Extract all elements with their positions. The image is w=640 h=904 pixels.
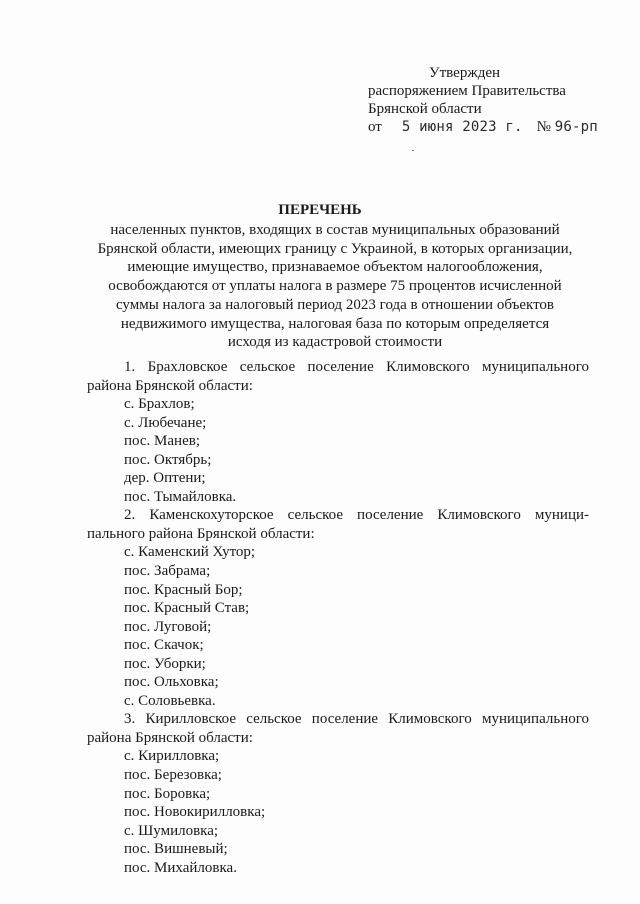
list-item: пос. Красный Бор;	[124, 581, 243, 598]
approval-block	[368, 64, 630, 136]
list-item: пос. Боровка;	[124, 785, 211, 802]
approval-number-label: №	[536, 119, 551, 135]
document-subtitle	[60, 221, 610, 352]
settlement-list	[87, 358, 589, 877]
section-heading-cont: пального района Брянской области:	[87, 525, 315, 542]
scan-speck	[412, 150, 414, 151]
list-item: с. Каменский Хутор;	[124, 544, 256, 561]
list-item: пос. Ольховка;	[124, 674, 219, 691]
subtitle-line: Брянской области, имеющих границу с Украиной, в которых организации,	[97, 240, 573, 257]
subtitle-line: имеющие имущество, признаваемое объектом налогообложения,	[127, 259, 543, 276]
list-item: пос. Березовка;	[124, 767, 222, 784]
section-heading-cont: района Брянской области:	[87, 377, 253, 394]
list-item: с. Брахлов;	[124, 396, 195, 413]
subtitle-line: исходя из кадастровой стоимости	[227, 334, 443, 351]
approval-date: 5 июня 2023 г.	[401, 119, 523, 135]
list-item: пос. Забрама;	[124, 563, 211, 580]
section-heading: 1. Брахловское сельское поселение Климовского муниципального	[124, 359, 589, 375]
list-item: с. Шумиловка;	[124, 822, 219, 839]
subtitle-line: суммы налога за налоговый период 2023 года в отношении объектов	[115, 296, 555, 313]
list-item: пос. Уборки;	[124, 655, 206, 672]
section-heading-cont: района Брянской области:	[87, 729, 253, 746]
subtitle-line: освобождаются от уплаты налога в размере 75 процентов исчисленной	[108, 278, 562, 295]
list-item: с. Соловьевка.	[124, 692, 216, 709]
approval-number: 96-рп	[554, 119, 598, 135]
approval-line-region: Брянской области	[368, 101, 482, 117]
document-title: ПЕРЕЧЕНЬ	[278, 202, 362, 218]
list-item: с. Кирилловка;	[124, 748, 220, 765]
section-heading: 2. Каменскохуторское сельское поселение Климовского муници-	[124, 507, 589, 524]
list-item: пос. Скачок;	[124, 637, 204, 654]
list-item: пос. Вишневый;	[124, 841, 228, 858]
approval-line-date	[368, 118, 630, 136]
list-item: пос. Михайловка.	[124, 859, 237, 876]
approval-line-order: распоряжением Правительства	[368, 83, 566, 99]
list-item: пос. Октябрь;	[124, 451, 212, 468]
list-item: пос. Новокирилловка;	[124, 804, 266, 821]
subtitle-line: населенных пунктов, входящих в состав муниципальных образований	[110, 222, 560, 238]
approval-from-label: от	[368, 119, 382, 135]
approval-line-approved: Утвержден	[429, 65, 501, 81]
list-item: пос. Тымайловка.	[124, 488, 237, 505]
list-item: дер. Оптени;	[124, 470, 206, 487]
list-item: с. Любечане;	[124, 414, 207, 431]
list-item: пос. Красный Став;	[124, 600, 250, 617]
list-item: пос. Манев;	[124, 433, 200, 450]
subtitle-line: недвижимого имущества, налоговая база по которым определяется	[120, 315, 550, 332]
list-item: пос. Луговой;	[124, 618, 212, 635]
section-heading: 3. Кирилловское сельское поселение Климовского муниципального	[124, 711, 589, 728]
